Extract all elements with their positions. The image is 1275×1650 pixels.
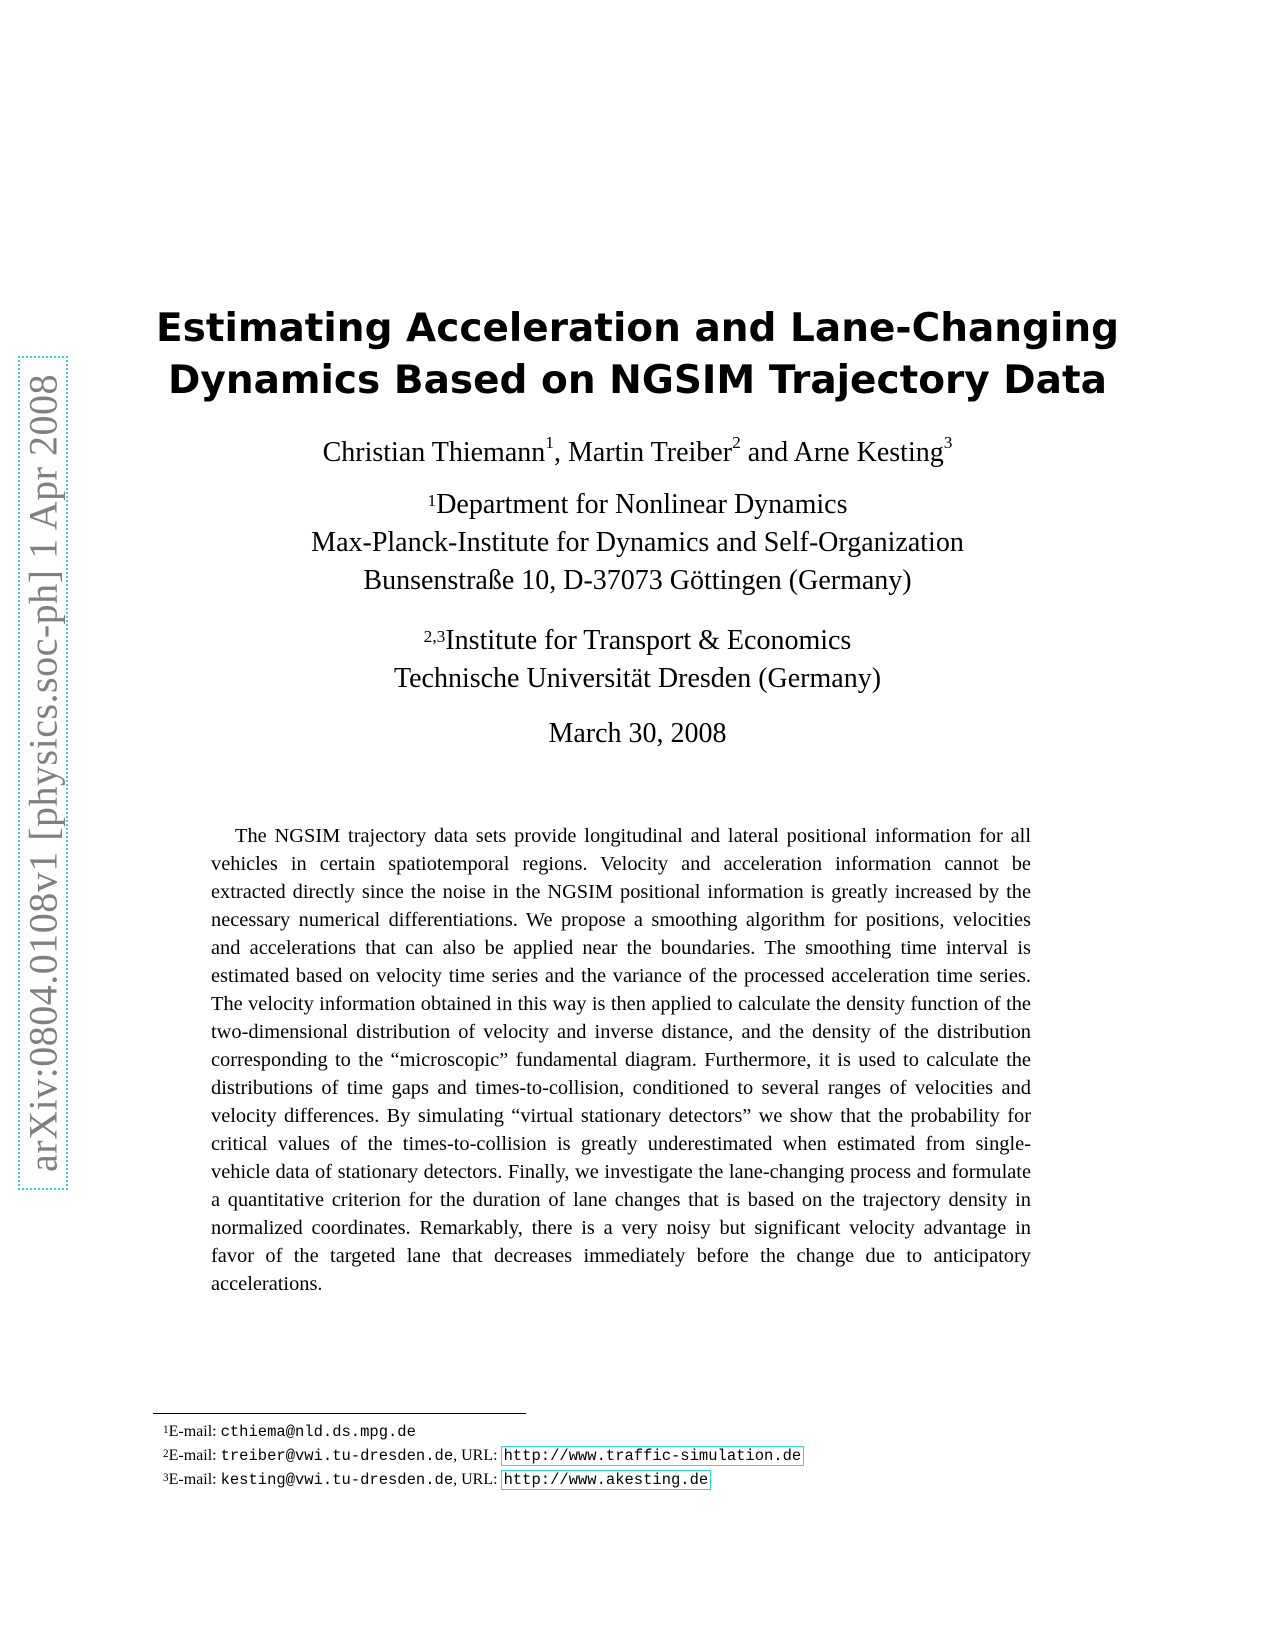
email-label: E-mail:: [168, 1471, 217, 1488]
footnote-mark: 2: [163, 1448, 169, 1460]
author-mark: 3: [943, 433, 953, 452]
email-address[interactable]: kesting@vwi.tu-dresden.de: [220, 1471, 454, 1489]
footnote-mark: 3: [163, 1472, 169, 1484]
email-address[interactable]: cthiema@nld.ds.mpg.de: [220, 1423, 416, 1441]
affiliation-2-institute: Institute for Transport & Economics: [445, 625, 852, 656]
affiliation-1-line-1: [0, 486, 1275, 524]
affiliation-mark: 1: [427, 491, 437, 510]
email-address[interactable]: treiber@vwi.tu-dresden.de: [220, 1447, 454, 1465]
email-label: E-mail:: [168, 1423, 217, 1440]
url-label: , URL:: [453, 1471, 498, 1488]
title-line-1: Estimating Acceleration and Lane-Changing: [155, 306, 1120, 351]
affiliation-mark: 2,3: [423, 627, 446, 646]
paper-title: [0, 303, 1275, 407]
title-line-2: Dynamics Based on NGSIM Trajectory Data: [168, 358, 1107, 403]
footnote-2: [163, 1444, 804, 1468]
author-list: [0, 433, 1275, 469]
author-name: Martin Treiber: [567, 437, 733, 468]
footnote-3: [163, 1468, 804, 1492]
arxiv-identifier[interactable]: arXiv:0804.0108v1 [physics.soc-ph] 1 Apr 2008: [20, 374, 66, 1172]
footnotes: [163, 1420, 804, 1492]
author-name: Arne Kesting: [793, 437, 944, 468]
author-name: Christian Thiemann: [322, 437, 546, 468]
affiliation-2: [0, 622, 1275, 698]
affiliation-1-line-2: Max-Planck-Institute for Dynamics and Self-Organization: [311, 527, 964, 558]
abstract-text: The NGSIM trajectory data sets provide longitudinal and lateral positional information for all vehicles in certain spatiotemporal regions. Velocity and acceleration information cannot be extracted directly since the noise in the NGSIM positional information is greatly increased by the necessary numerical differentiations. We propose a smoothing algorithm for positions, velocities and accelerations that can also be applied near the boundaries. The smoothing time interval is estimated based on velocity time series and the variance of the processed acceleration time series. The velocity information obtained in this way is then applied to calculate the density function of the two-dimensional distribution of velocity and inverse distance, and the density of the distribution corresponding to the “microscopic” fundamental diagram. Furthermore, it is used to calculate the distributions of time gaps and times-to-collision, conditioned to several ranges of velocities and velocity differences. By simulating “virtual stationary detectors” we show that the probability for critical values of the times-to-collision is greatly underestimated when estimated from single-vehicle data of stationary detectors. Finally, we investigate the lane-changing process and formulate a quantitative criterion for the duration of lane changes that is based on the trajectory density in normalized coordinates. Remarkably, there is a very noisy but significant velocity advantage in favor of the targeted lane that decreases immediately before the change due to anticipatory accelerations.: [211, 825, 1031, 1295]
affiliation-1-department: Department for Nonlinear Dynamics: [436, 489, 848, 520]
author-mark: 2: [732, 433, 741, 452]
author-separator: ,: [553, 437, 568, 468]
url-link[interactable]: http://www.traffic-simulation.de: [501, 1446, 805, 1466]
url-link[interactable]: http://www.akesting.de: [501, 1470, 712, 1490]
affiliation-2-line-1: [0, 622, 1275, 660]
paper-date: March 30, 2008: [548, 718, 727, 749]
footnote-rule: [153, 1413, 526, 1414]
affiliation-1: [0, 486, 1275, 600]
footnote-mark: 1: [163, 1424, 169, 1436]
url-label: , URL:: [453, 1447, 498, 1464]
email-label: E-mail:: [168, 1447, 217, 1464]
affiliation-1-line-3: Bunsenstraße 10, D-37073 Göttingen (Germany): [363, 565, 912, 596]
author-separator: and: [740, 437, 794, 468]
affiliation-2-line-2: Technische Universität Dresden (Germany): [393, 663, 882, 694]
author-mark: 1: [545, 433, 554, 452]
footnote-1: [163, 1420, 804, 1444]
